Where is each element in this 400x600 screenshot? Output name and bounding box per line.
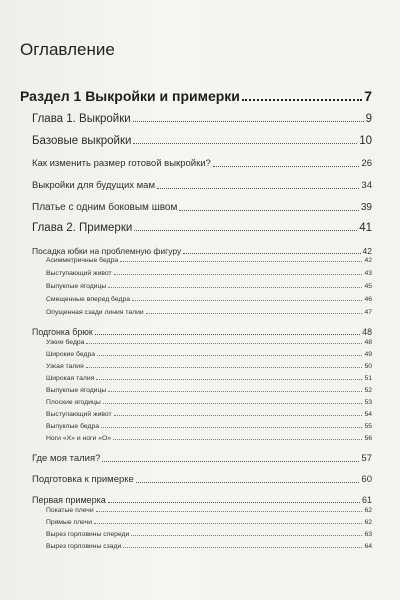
toc-entry (32, 202, 372, 213)
toc-subentry (46, 531, 372, 538)
toc-entry-label: Раздел 1 Выкройки и примерки (20, 88, 240, 104)
dot-leader (123, 547, 362, 548)
toc-subentry (46, 283, 372, 290)
dot-leader (120, 261, 362, 262)
toc-entry-label: Асимметричные бедра (46, 257, 119, 264)
toc-title: Оглавление (20, 40, 115, 59)
toc-entry-page: 55 (364, 423, 372, 430)
toc-subentry (46, 387, 372, 394)
toc-entry-label: Выпуклые бедра (46, 423, 100, 430)
toc-entry-page: 63 (364, 531, 372, 538)
dot-leader (134, 230, 357, 231)
dot-leader (108, 287, 362, 288)
toc-entry-label: Подготовка к примерке (32, 474, 134, 485)
toc-subentry (46, 351, 372, 358)
toc-entry-chapter-1 (32, 113, 372, 125)
toc-subentry (46, 270, 372, 277)
toc-entry (32, 180, 372, 191)
toc-entry-page: 62 (364, 507, 372, 514)
toc-entry-label: Как изменить размер готовой выкройки? (32, 158, 211, 169)
dot-leader (131, 535, 362, 536)
toc-entry-label: Узкие бедра (46, 339, 85, 346)
toc-subentry (46, 375, 372, 382)
toc-subentry (46, 423, 372, 430)
toc-entry-label: Где моя талия? (32, 453, 101, 464)
toc-entry-page: 41 (359, 222, 372, 234)
toc-entry-page: 42 (362, 246, 372, 256)
toc-entry-label: Выпуклые ягодицы (46, 387, 107, 394)
toc-entry (32, 495, 372, 505)
dot-leader (101, 427, 362, 428)
dot-leader (86, 343, 362, 344)
toc-entry-page: 34 (361, 180, 372, 191)
toc-entry-label: Глава 2. Примерки (32, 222, 133, 234)
toc-entry-page: 45 (364, 283, 372, 290)
dot-leader (86, 367, 363, 368)
toc-entry-page: 54 (364, 411, 372, 418)
toc-entry-page: 42 (364, 257, 372, 264)
dot-leader (242, 99, 362, 101)
toc-subentry (46, 296, 372, 303)
toc-entry-page: 46 (364, 296, 372, 303)
toc-entry-label: Вырез горловины сзади (46, 543, 122, 550)
toc-entry-label: Платье с одним боковым швом (32, 202, 178, 213)
toc-entry (32, 246, 372, 256)
toc-entry-page: 56 (364, 435, 372, 442)
toc-entry-label: Опущенная сзади линия талии (46, 309, 144, 316)
toc-entry-page: 64 (364, 543, 372, 550)
toc-entry-label: Широкая талия (46, 375, 95, 382)
dot-leader (113, 439, 362, 440)
toc-subentry (46, 543, 372, 550)
toc-entry-page: 51 (364, 375, 372, 382)
toc-subentry (46, 411, 372, 418)
toc-entry-page: 49 (364, 351, 372, 358)
toc-entry-page: 48 (362, 327, 372, 337)
dot-leader (136, 482, 360, 483)
toc-entry-label: Широкие бедра (46, 351, 95, 358)
toc-entry (32, 474, 372, 485)
toc-entry-page: 60 (361, 474, 372, 485)
dot-leader (94, 523, 362, 524)
toc-subentry (46, 339, 372, 346)
toc-entry (32, 135, 372, 147)
toc-entry-label: Посадка юбки на проблемную фигуру (32, 246, 182, 256)
toc-entry-page: 7 (364, 88, 372, 104)
toc-entry-label: Подгонка брюк (32, 327, 93, 337)
toc-entry-page: 57 (361, 453, 372, 464)
toc-entry-page: 53 (364, 399, 372, 406)
toc-entry-page: 43 (364, 270, 372, 277)
toc-entry-page: 9 (365, 113, 372, 125)
toc-entry-label: Вырез горловины спереди (46, 531, 130, 538)
toc-entry (32, 327, 372, 337)
toc-subentry (46, 399, 372, 406)
toc-subentry (46, 519, 372, 526)
toc-entry (32, 453, 372, 464)
toc-entry-page: 10 (359, 135, 372, 147)
toc-entry-page: 52 (364, 387, 372, 394)
toc-entry-label: Плоские ягодицы (46, 399, 101, 406)
toc-subentry (46, 507, 372, 514)
toc-subentry (46, 309, 372, 316)
dot-leader (114, 274, 363, 275)
dot-leader (97, 355, 362, 356)
dot-leader (96, 379, 362, 380)
dot-leader (114, 415, 363, 416)
toc-entry-label: Выпуклые ягодицы (46, 283, 107, 290)
dot-leader (95, 334, 361, 335)
toc-entry-label: Выкройки для будущих мам (32, 180, 155, 191)
dot-leader (213, 166, 360, 167)
toc-entry-label: Ноги «Х» и ноги «О» (46, 435, 112, 442)
dot-leader (132, 300, 362, 301)
toc-entry-page: 39 (360, 202, 372, 213)
toc-entry-page: 47 (364, 309, 372, 316)
dot-leader (108, 391, 362, 392)
dot-leader (102, 461, 359, 462)
dot-leader (103, 403, 363, 404)
toc-entry-section-1 (20, 88, 372, 104)
dot-leader (133, 121, 364, 122)
toc-entry-page: 26 (361, 158, 372, 169)
toc-entry-label: Смещенные вперед бедра (46, 296, 131, 303)
toc-entry-label: Базовые выкройки (32, 135, 132, 147)
toc-entry-chapter-2 (32, 222, 372, 234)
dot-leader (108, 502, 360, 503)
dot-leader (96, 511, 363, 512)
toc-entry (32, 158, 372, 169)
dot-leader (157, 188, 359, 189)
toc-entry-page: 50 (364, 363, 372, 370)
toc-entry-label: Выступающий живот (46, 270, 112, 277)
toc-entry-label: Глава 1. Выкройки (32, 113, 131, 125)
dot-leader (179, 210, 359, 211)
toc-entry-label: Прямые плечи (46, 519, 93, 526)
toc-subentry (46, 435, 372, 442)
toc-entry-label: Первая примерка (32, 495, 106, 505)
dot-leader (133, 143, 357, 144)
toc-subentry (46, 257, 372, 264)
toc-entry-label: Узкая талия (46, 363, 84, 370)
toc-entry-label: Выступающий живот (46, 411, 112, 418)
toc-entry-page: 62 (364, 519, 372, 526)
toc-entry-label: Покатые плечи (46, 507, 94, 514)
toc-subentry (46, 363, 372, 370)
toc-entry-page: 48 (364, 339, 372, 346)
dot-leader (146, 313, 363, 314)
dot-leader (183, 253, 360, 254)
toc-entry-page: 61 (361, 495, 372, 505)
